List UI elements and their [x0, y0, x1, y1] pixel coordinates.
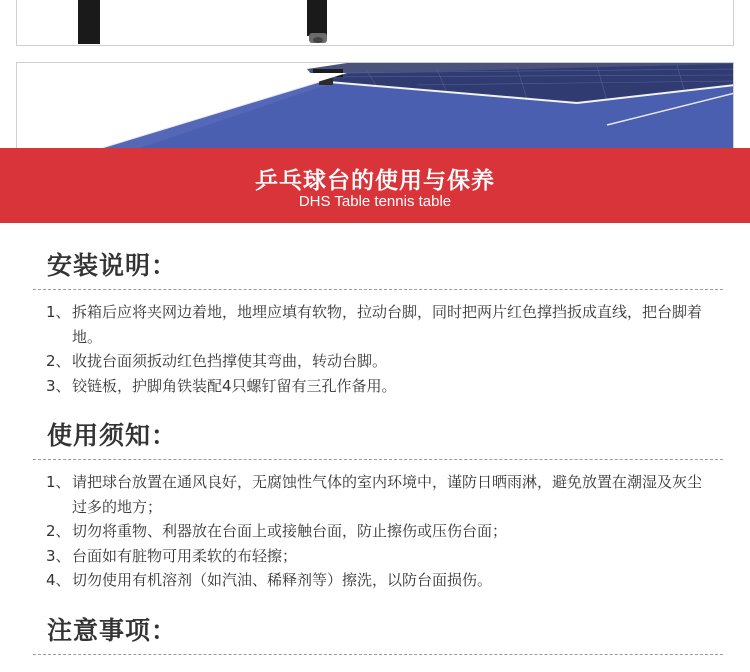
product-photo-table: [16, 62, 734, 148]
banner-title: 乒乓球台的使用与保养: [255, 168, 495, 194]
item-text: 切勿使用有机溶剂（如汽油、稀释剂等）擦洗，以防台面损伤。: [72, 571, 493, 589]
usage-list: [46, 470, 716, 593]
item-number: 3、: [46, 376, 71, 395]
item-number: 1、: [46, 473, 71, 491]
item-number: 1、: [46, 303, 71, 321]
section-divider: [33, 459, 723, 460]
table-leg-right: [307, 0, 327, 36]
item-text: 台面如有脏物可用柔软的布轻擦；: [72, 546, 298, 565]
banner-subtitle: DHS Table tennis table: [298, 193, 452, 210]
item-number: 4、: [46, 571, 71, 589]
table-surface-illustration: [17, 63, 734, 148]
list-item: [46, 470, 716, 519]
title-banner: [0, 148, 750, 223]
item-number: 3、: [46, 546, 71, 565]
section-divider: [33, 289, 723, 290]
section-divider: [33, 654, 723, 655]
list-item: [46, 544, 716, 569]
product-photo-legs: [16, 0, 734, 46]
item-text: 拆箱后应将夹网边着地，地埋应填有软物，拉动台脚，同时把两片红色撑挡扳成直线，把台脚着地。: [72, 303, 703, 346]
table-leg-left: [78, 0, 100, 44]
item-number: 2、: [46, 522, 71, 540]
list-item: [46, 300, 716, 349]
item-number: 2、: [46, 352, 71, 370]
list-item: [46, 374, 716, 399]
list-item: [46, 349, 716, 374]
installation-list: [46, 300, 716, 398]
section-heading-installation: 安装说明：: [47, 251, 178, 280]
item-text: 铰链板，护脚角铁装配4只螺钉留有三孔作备用。: [72, 376, 397, 395]
item-text: 收拢台面须扳动红色挡撑使其弯曲，转动台脚。: [72, 352, 388, 370]
leg-wheel-hub: [313, 37, 323, 43]
list-item: [46, 519, 716, 544]
list-item: [46, 568, 716, 593]
item-text: 切勿将重物、利器放在台面上或接触台面，防止擦伤或压伤台面；: [72, 522, 508, 540]
section-heading-usage: 使用须知：: [47, 421, 178, 450]
item-text: 请把球台放置在通风良好，无腐蚀性气体的室内环境中，谨防日晒雨淋，避免放置在潮湿及灰尘过多的地方；: [72, 473, 703, 516]
section-heading-precautions: 注意事项：: [47, 616, 178, 645]
